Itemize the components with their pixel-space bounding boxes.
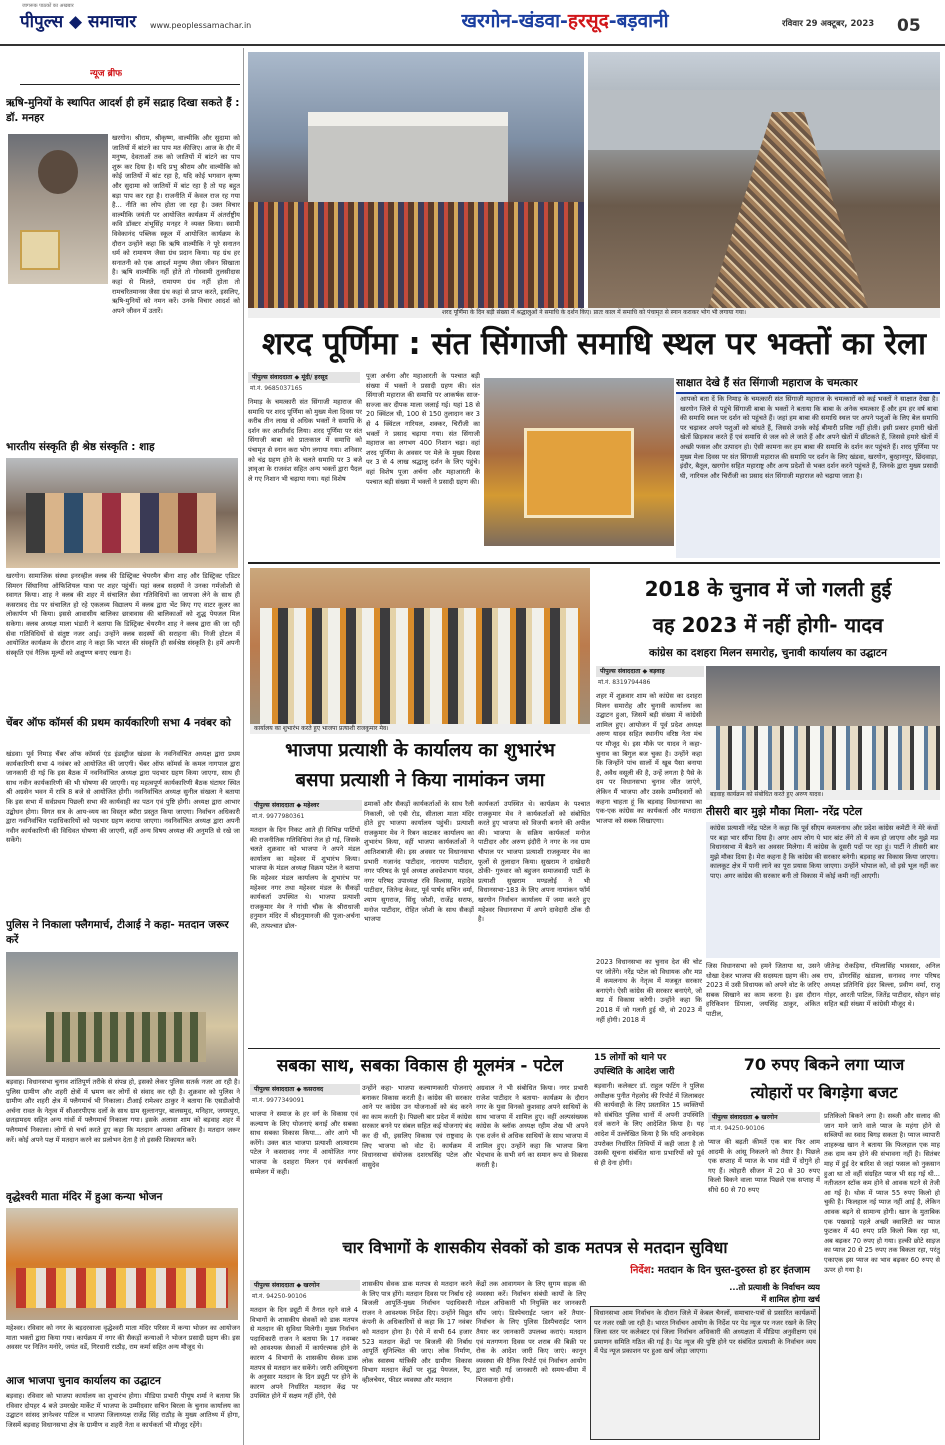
region-title-right: -बड़वानी (608, 10, 669, 32)
top-story-headline: शरद पूर्णिमा : संत सिंगाजी समाधि स्थल पर भक्तों का रेला (261, 326, 927, 362)
congress-sub-headline: तीसरी बार मुझे मौका मिला- नरेंद्र पटेल (706, 804, 940, 820)
onion-mobile: मो.नं. 94250-90106 (710, 1125, 765, 1132)
story3-body: खंडवा। पूर्व निमाड़ चैंबर ऑफ कॉमर्स एंड इंडस्ट्रीज खंडवा के नवनिर्वाचित अध्यक्ष द्वारा प्रथम कार्यकारिणी सभा 4 नवंबर को आयोजित की जाएगी। चेंबर ऑफ कॉमर्स के कमल नागपाल द्वारा जानकारी दी गई कि इस बैठक में नवनिर्वाचित अध्यक्ष द्वारा पदभार ग्रहण किया जाएगा, साथ ही साथ नवीन कार्यकारिणी की भी घोषणा की जाएगी। यह महत्वपूर्ण कार्यकारिणी बैठक घंटाघर स्थित श्री अग्रसेन भवन में रात्रि 8 बजे से आयोजित होगी। नवनिर्वाचित अध्यक्ष सुनील संखला ने बताया कि इस सभा में सर्वप्रथम पिछली सभा की कार्यवाही का पठन एवं पुष्टि होगी। अध्यक्ष द्वारा आभार उद्बोधन होगा। विगत सत्र के आय-व्यय का विस्तृत ब्यौरा प्रस्तुत किया जाएगा। निर्वाचन अधिकारी द्वारा नवनिर्वाचित पदाधिकारियों को पदभार ग्रहण कराया जाएगा। नवनिर्वाचित अध्यक्ष द्वारा अपनी नवीन कार्यकारिणी की विधिवत घोषणा की जाएगी, वहीं अन्य विषय अध्यक्ष की अनुमति से रखे जा सकेंगे। (6, 750, 240, 845)
story4-photo (6, 952, 238, 1076)
onion-headline-line2: त्योहारों पर बिगड़ेगा बजट (750, 1083, 898, 1102)
top-story-mobile: मो.नं. 9685037165 (250, 385, 303, 392)
news-brief-label: न्यूज ब्रीफ (90, 69, 123, 79)
collector-headline-line1: 15 लोगों को थाने पर (594, 1053, 667, 1063)
top-story-photo-right (588, 52, 940, 308)
side-body: आपको बता दें कि निमाड़ के चमत्कारी संत सिंगाजी महाराज के चमत्कारों को कई भक्तों ने साक्षात देखा है। खरगोन जिले से पहुंचे सिंगाजी बाबा के भक्तों ने बताया कि बाबा के अनेक चमत्कार हैं और हम हर वर्ष बाबा की समाधि स्थल पर दर्शन को पहुंचते हैं। जहां हम बाबा की समाधि स्थल पर अपने पशुओं के लिए बेल समाधि पर चढ़ाकर अपने पशुओं को बांधते हैं, जिससे उनके कोई बीमारी प्रविष्ट नहीं होती। इसी प्रकार हमारी खेतों खेतों छिड़काव करते हैं एवं समाधि से जल को ले जाते हैं और अपने खेतों में छींटकते हैं, जिससे हमारे खेतों में अच्छी फसल और उत्पादन हो। ऐसी कामना कर हम बाबा की समाधि के दर्शन कर पहुंचते हैं। शरद पूर्णिमा पर मुख्य मेला दिवस पर संत सिंगाजी महाराज की समाधि पर दर्शन के लिए खंडवा, खरगोन, बुरहानपुर, छिंदवाड़ा, इंदौर, बैतूल, खरगोन सहित महाराष्ट्र और अन्य प्रदेशों से भक्त दर्शन करने पहुंचते हैं, जिनके द्वारा मुख्य प्रसादी घी, नारियल और चिरौंजी का प्रसाद संत सिंगाजी महाराज को चढ़ाया जाता है। (680, 395, 938, 480)
collector-headline-line2: उपस्थिति के आदेश जारी (594, 1067, 675, 1077)
children-seated (16, 1268, 228, 1308)
region-title-mid: हरसूद (567, 10, 609, 32)
bjp-crowd (260, 608, 580, 724)
congress-col-b: जीतेन्द्र रोकड़िया, रमिलासिंह भावसार, अनिल राय, डोंगरसिंह खंडाला, सनावद नगर परिषद अध्यक्ष प्रतिनिधि इंदर बिल्ला, प्रवीण वर्मा, राजू गोहर, आरती पाटिल, जितेंद्र पाटीदार, सोहन सांह सहित बड़ी संख्या में कांग्रेसी मौजूद थे। (824, 962, 940, 1009)
collector-body: बड़वानी। कलेक्टर डॉ. राहुल फटिंग ने पुलिस अधीक्षक पुनीत गेहलोद की रिपोर्ट में जिलाबदर की कार्यवाही के लिए प्रस्तावित 15 व्यक्तियों को संबंधित पुलिस थानों में अपनी उपस्थिति दर्ज कराने के लिए आदेशित किया है। यह आदेश में उल्लेखित किया है कि यदि अनावेदक उपरोक्त निर्धारित तिथियों में कही जाता है तो उसकी सूचना संबंधित थाना प्रभारियों को पूर्व से ही देना होगी। (594, 1082, 704, 1167)
story6-headline: आज भाजपा चुनाव कार्यालय का उद्घाटन (6, 1375, 161, 1387)
congress-col-a: जिस विधानसभा को हमने जिताया था, उसने धोखा देकर भाजपा की सदस्यता ग्रहण की। अब 2023 में उसी विधायक को अपने वोट के जरिए सबक सिखाने का काम करना है। इस दौरान हरिकिशन डिंपाला, जयसिंह ठाकुर, अंकित पाटील, (706, 962, 820, 1018)
patel-headline: सबका साथ, सबका विकास ही मूलमंत्र - पटेल (276, 1056, 564, 1076)
region-title (365, 8, 765, 38)
congress-caption: बड़वाह कार्यक्रम को संबोधित करते हुए अरुण यादव। (706, 790, 940, 800)
publication-date: रविवार 29 अक्टूबर, 2023 (782, 19, 875, 29)
postal-body-col3: केंद्रों तक आवागमन के लिए सुगम सड़क की व्यवस्था करें। निर्वाचन संबंधी कार्यों के लिए नोडल अधिकारी भी नियुक्ति कर जानकारी सौंप जाएं। डिस्पेचराईट प्लान करें तैयार-निर्वाचन के लिए पुलिस डिस्पैचराईट प्लान तैयार कर जानकारी उपलब्ध कराएं। मतदान एवं मतगणना दिवस पर शराब की बिक्री पर रोक के आदेश जारी किए जाएं। कानून व्यवस्था की दैनिक रिपोर्ट एवं निर्वाचन आयोग द्वारा चाही गई जानकारी को समय-सीमा में भिजवाना होगी। (476, 1280, 586, 1384)
story3-headline: चेंबर ऑफ कॉमर्स की प्रथम कार्यकारिणी सभा 4 नवंबर को (6, 717, 231, 729)
patel-body-col1: भाजपा ने समाज के हर वर्ग के विकास एवं कल्याण के लिए योजनाएं बनाई और सबका साथ सबका विकास किया... ओर आगे भी करेंगे। उक्त बात भाजपा प्रत्याशी आत्माराम पटेल ने कसरावद नगर में आयोजित नगर भाजपा के दशहरा मिलन एवं कार्यकर्ता सम्मेलन में कही। (250, 1110, 358, 1176)
story5-body: महेश्वर। रविवार को नगर के बड़दरवाजा वृद्धेश्वरी माता मंदिर परिसर में कन्या भोजन का आयोजन माता भक्तों द्वारा किया गया। कार्यक्रम में नगर की सैकड़ों कन्याओं ने भोजन प्रसादी ग्रहण की। इस अवसर पर नितिन मनोरे, जयंत वर्डे, गिरधारी राठौड़, राम कर्मा सहित अन्य मौजूद थे। (6, 1324, 240, 1352)
story2-photo (6, 458, 238, 568)
patel-body-col2: उन्होंने कहा- भाजपा कल्याणकारी योजनाएं बनाकर विकास करती है। कांग्रेस की सरकार आने पर कांग्रेस उन योजनाओं को बंद करने का काम करती है। पिछली बार प्रदेश में कांग्रेस सरकार बनने पर संबल सहित कई योजनाएं बंद कर दी थी, इसलिए विकास एवं राष्ट्रवाद के लिए भाजपा को वोट दें। कार्यक्रम में विधानसभा संयोजक दशरथसिंह पटेल और वासुदेव (362, 1084, 472, 1169)
masthead (0, 0, 945, 46)
website-url: www.peoplessamachar.in (150, 21, 252, 30)
postal-side-headline-2: में शामिल होगा खर्च (761, 1294, 820, 1304)
postal-side-body: विधानसभा आम निर्वाचन के दौरान जिले में केबल चैनलों, समाचार-पत्रों से प्रसारित कार्यक्रमों पर नजर रखी जा रही है। भारत निर्वाचन आयोग के निर्देश पर पेड न्यूज पर नजर रखने के लिए जिला स्तर पर कलेक्टर एवं जिला निर्वाचन अधिकारी की अध्यक्षता में मीडिया अनुवीक्षण एवं प्रमाणन समिति गठित की गई है। पेड न्यूज की पुष्टि होने पर संबंधित प्रत्याशी के निर्वाचन व्यय में पेड न्यूज प्रकाशन पर हुआ खर्च जोड़ा जाएगा। (594, 1309, 816, 1356)
crowd (248, 202, 584, 308)
story2-body: खरगोन। सामाजिक संस्था इनरव्हील क्लब की डिस्ट्रिक्ट चेयरमैन बीना शाह और डिस्ट्रिक्ट एडिटर सिमरन सिंघानिया ऑफिशियल यात्रा पर शहर पहुंचीं। यहां क्लब सदस्यों ने उनका गर्मजोशी से स्वागत किया। शाह ने क्लब की शहर में संचालित सेवा गतिविधियों का जायजा लेने के साथ ही कसरावद रोड पर संचालित हो रहे एकलव्य विद्यालय में क्लब द्वारा भेंट किए गए वाटर कूलर का लोकार्पण भी किया। इससे आवासीय बालिका छात्रावास की बालिकाओं को शुद्ध पेयजल मिल सकेगा। क्लब अध्यक्ष माला भंडारी ने बताया कि डिस्ट्रिक्ट चेयरमैन शाह ने क्लब द्वारा की जा रही सेवा गतिविधियों से संतुष्ट नजर आईं। उन्होंने क्लब सदस्यों की सराहना की। निजी होटल में आयोजित कार्यक्रम के दौरान शाह ने कहा कि भारत की संस्कृति ही सर्वश्रेष्ठ संस्कृति है। हमें अपनी संस्कृति एवं नैतिक मूल्यों को अक्षुण्ण बनाए रखना है। (6, 572, 240, 657)
bjp-headline-line2: बसपा प्रत्याशी ने किया नामांकन जमा (295, 770, 545, 791)
page-number: 05 (897, 16, 921, 36)
patel-byline: पीपुल्स संवाददाता ◆ कसरावद (250, 1084, 360, 1095)
postal-side-headline-1: ...तो प्रत्याशी के निर्वाचन व्यय (729, 1282, 820, 1292)
group-figures (26, 493, 216, 553)
bjp-headline-line1: भाजपा प्रत्याशी के कार्यालय का शुभारंभ (285, 740, 555, 761)
top-story-caption: शरद पूर्णिमा के दिन बड़ी संख्या में श्रद्धालुओं ने समाधि के दर्शन किए। प्रातः काल में समाधि को पंचामृत से स्नान कराकर भोग भी लगाया गया। (248, 308, 940, 318)
postal-body-col2: शासकीय सेवक डाक मतपत्र से मतदान करने के लिए पात्र होंगे। मतदान दिवस पर निर्बाध रहे बिजली आपूर्ति-मुख्य निर्वाचन पदाधिकारी राजन ने आवश्यक निर्देश दिए। उन्होंने विद्युत कंपनी के अधिकारियों से कहा कि 17 नवंबर को मतदान होना है। ऐसे में सभी 64 हजार 523 मतदान केंद्रों पर बिजली की निर्बाध आपूर्ति सुनिश्चित की जाए। लोक निर्माण, लोक स्वास्थ्य यांत्रिकी और ग्रामीण विकास विभाग मतदान केंद्रों पर शुद्ध पेयजल, रैंप, व्हीलचेयर, फीडर व्यवस्था और मतदान (362, 1280, 472, 1384)
story1-body: खरगोन। श्रीराम, श्रीकृष्ण, वाल्मीकि और सुदामा को जातियों में बांटने का पाप मत कीजिए। आज के दौर में मनुष्य, देवताओं तक को जातियों में बांटने का पाप शुरू कर दिया है। यदि प्रभु श्रीराम और वाल्मीकि को कोई जातियों में बांट रहा है, यदि कोई भगवान कृष्ण और सुदामा को जातियों में बांट रहा है तो यह बहुत बड़ा पाप कर रहा है। राजनीति में केवल राज रह गया है... नीति का लोप होता जा रहा है। उक्त विचार वाल्मीकि जयंती पर आयोजित कार्यक्रम में अंतर्राष्ट्रीय कवि डॉक्टर शंभूसिंह मनहर ने व्यक्त किया। स्वामी विवेकानंद पब्लिक स्कूल में आयोजित कार्यक्रम के दौरान उन्होंने कहा कि ऋषि वाल्मीकि ने पूरे सनातन धर्म को रामायण जैसा ग्रंथ प्रदान किया। यह ग्रंथ हर सनातनी को एक आदर्श मनुष्य जैसा जीवन सिखाता है। ऋषि वाल्मीकि नहीं होते तो गोस्वामी तुलसीदास कहां से मिलते, रामायण ग्रंथ नहीं होता तो रामचरितमानस जैसा ग्रंथ कहां से प्राप्त करते, इसलिए, ऋषि-मुनियों को नमन करें। उनके विचार आदर्श को अपने जीवन में उतारें। (112, 134, 240, 315)
story1-headline: ऋषि-मुनियों के स्थापित आदर्श ही हमें सद्राह दिखा सकते हैं : डॉ. मनहर (6, 97, 240, 124)
postal-body-col1: मतदान के दिन ड्यूटी में तैनात रहने वाले 4 विभागों के शासकीय सेवकों को डाक मतपत्र से मतदान की सुविधा मिलेगी। मुख्य निर्वाचन पदाधिकारी राजन ने बताया कि 17 नवम्बर को आवश्यक सेवाओं में कार्यरत्त्मक होने के कारण 4 विभागों के शासकीय सेवक डाक मतपत्र से मतदान कर सकेंगे। जारी अधिसूचना के अनुसार मतदान के दिन ड्यूटी पर होने के कारण अपने निर्धारित मतदान केंद्र पर उपस्थित होने में सक्षम नहीं होंगे, ऐसे (250, 1306, 358, 1401)
police-march (46, 1012, 206, 1062)
congress-photo (706, 666, 940, 790)
onion-headline-line1: 70 रुपए बिकने लगा प्याज (743, 1055, 905, 1074)
section-rule (248, 562, 940, 564)
story5-headline: वृद्धेश्वरी माता मंदिर में हुआ कन्या भोजन (6, 1191, 163, 1203)
congress-byline: पीपुल्स संवाददाता ◆ बड़वाह (596, 666, 704, 677)
bjp-caption: कार्यालय का शुभारंभ करते हुए भाजपा प्रत्याशी राजकुमार मेव। (250, 724, 590, 734)
onion-body-col2: प्रतिकिलो बिकने लगा है। सब्जी और सलाद की जान माने जाने वाले प्याज के महंगा होने से सब्जियों का स्वाद बिगड़ सकता है। प्याज व्यापारी शाहरूख खान ने बताया कि फिलहाल एक माह तक दाम कम होने की संभावना नहीं है। सितंबर माह में हुई देर बारिश से जहां फसल को नुकसान हुआ था तो वहीं संग्रहित प्याज भी सड़ गई थी... नतीजतन स्टॉक कम होने से आवक घटने से तेजी आ गई है। थोक में प्याज 55 रुपए किलो हो चुकी है। फिलहाल नई प्याज नहीं आई है, लेकिन आवक बढ़ने से सामान्य होगी। खान के मुताबिक एक पखवाड़े पहले अच्छी क्वालिटी का प्याज फुटकर में 40 रुपए प्रति किलो बिक रहा था, अब बढ़कर 70 रुपए हो गया। हल्की छोटे साइज का प्याज 20 से 25 रुपए तक बिकता रहा, परंतु एकाएक इस प्याज का भाव बढ़कर 60 रुपए से ऊपर हो गया है। (824, 1112, 940, 1274)
onion-body-col1: प्याज की बढ़ती कीमतें एक बार फिर आम आदमी के आंसू निकलने को तैयार है। पिछले एक सप्ताह में प्याज के भाव मंडी में दोगुने हो गए हैं। त्योहारी सीजन में 20 से 30 रुपए किलो बिकने वाला प्याज पिछले एक सप्ताह में सीधे 60 से 70 रुपए (708, 1138, 820, 1194)
story4-headline: पुलिस ने निकाला फ्लैगमार्च, टीआई ने कहा- मतदान जरूर करें (6, 919, 229, 946)
congress-headline-line1: 2018 के चुनाव में जो गलती हुई (644, 577, 892, 601)
bjp-mobile: मो.नं. 9977980361 (252, 813, 305, 820)
region-title-left: खरगोन-खंडवा- (461, 10, 568, 32)
congress-mobile: मो.नं. 8319794486 (598, 679, 651, 686)
samadhi-photo (484, 378, 674, 546)
patel-mobile: मो.नं. 9977349091 (252, 1097, 305, 1104)
congress-subheadline: कांग्रेस का दशहरा मिलन समारोह, चुनावी कार्यालय का उद्घाटन (649, 647, 887, 659)
story6-body: बड़वाह। रविवार को भाजपा कार्यालय का शुभारंभ होगा। मीडिया प्रभारी पीयूष शर्मा ने बताया कि रविवार दोपहर 4 बजे उमरखेर मार्केट में भाजपा के उम्मीदवार सचिन बिरला के चुनाव कार्यालय का उद्घाटन सांसद ज्ञानेश्वर पाटिल व भाजपा जिलाध्यक्ष राजेंद्र सिंह राठौड़ के मुख्य आतिथ्य में होगा, जिसमें बड़वाह विधानसभा क्षेत्र के ग्रामीण व शहरी नेता व कार्यकर्ता भी मौजूद रहेंगे। (6, 1392, 240, 1429)
top-story-photo-left (248, 52, 584, 308)
postal-subhead-label: निर्देश (630, 1265, 651, 1276)
postal-byline: पीपुल्स संवाददाता ◆ खरगोन (250, 1280, 360, 1291)
top-story-byline: पीपुल्स संवाददाता ◆ मूंदी/ हरसूद (248, 372, 360, 383)
postal-mobile: मो.नं. 94250-90106 (252, 1293, 307, 1300)
bjp-photo (250, 568, 590, 724)
section-rule-2 (248, 1048, 940, 1049)
congress-body-col1: शहर में शुक्रवार शाम को कांग्रेस का दशहरा मिलन समारोह और चुनावी कार्यालय का उद्घाटन हुआ, जिसमें बड़ी संख्या में कांग्रेसी शामिल हुए। आयोजन में पूर्व प्रदेश अध्यक्ष अरुण यादव सहित स्थानीय वरिष्ठ नेता मंच पर मौजूद थे। इस मौके पर यादव ने कहा- चुनाव का बिगुल बज चुका है। उन्होंने कहा कि जिन्होंने पांच सालों में खूब पैसा बनाया है, अवैध वसूली की है, उन्हें लगता है पैसे के दम पर विधानसभा चुनाव जीत जाएंगे, लेकिन मैं भाजपा और उसके उम्मीदवारों को कहना चाहता हूं कि बड़वाह विधानसभा का एक-एक कांग्रेस का कार्यकर्ता और मतदाता भाजपा को सबक सिखाएगा। (596, 692, 702, 825)
patel-body-col3: अग्रवाल ने भी संबोधित किया। नगर प्रभारी राजेश पाटीदार ने बताया- कार्यक्रम के दौरान नगर के युवा विनको कुशवाह अपने साथियों के साथ भाजपा में शामिल हुए। वहीं अल्पसंख्यक कांग्रेस के ब्लॉक अध्यक्ष रहीम शेख भी अपने एक दर्जन से अधिक साथियों के साथ भाजपा में शामिल हुए। उन्होंने कहा कि भाजपा बिना भेदभाव के सभी वर्ग का समान रूप से विकास करती है। (476, 1084, 588, 1169)
top-story-body-col1: निमाड़ के चमत्कारी संत सिंगाजी महाराज की समाधि पर शरद पूर्णिमा को मुख्य मेला दिवस पर करीब तीन लाख से अधिक भक्तों ने समाधि के दर्शन कर आशीर्वाद लिया। शरद पूर्णिमा पर संत सिंगाजी बाबा को प्रातःकाल में समाधि को पंचामृत से स्नान करा भोग लगाया गया। शनिवार को चंद्र ग्रहण होने के चलते समाधि पर 3 बजे ज्ञावृआ के राजवंश सहित अन्य भक्तों द्वारा पैदल ले गए निशान भी चढ़ाया गया। यहां विशेष (248, 398, 362, 483)
bjp-body-col1: मतदान के दिन निकट आते ही विभिन्न पार्टियों की राजनीतिक गतिविधियां तेज हो गई, जिसके चलते शुक्रवार को भाजपा ने अपने मंडल कार्यालय का महेश्वर में शुभारंभ किया। भाजपा के मंडल अध्यक्ष विक्रम पटेल ने बताया कि महेश्वर मंडल कार्यालय के शुभारंभ पर महेश्वर नगर तथा महेश्वर मंडल के सैकड़ों कार्यकर्ता उपस्थित थे। भाजपा प्रत्याशी राजकुमार मेव ने गांधी चौक के श्रीराधाजी हनुमान मंदिर में श्रीदनुमानजी की पूजा-अर्चना की, तत्पश्चात ढोल- (250, 826, 360, 930)
samadhi-shrine (524, 428, 634, 518)
congress-headline-line2: वह 2023 में नहीं होगी- यादव (652, 613, 884, 637)
side-headline: साक्षात देखे हैं संत सिंगाजी महाराज के चमत्कार (676, 377, 858, 389)
brief-rule (20, 84, 240, 85)
postal-headline: चार विभागों के शासकीय सेवकों को डाक मतपत्र से मतदान सुविधा (342, 1238, 728, 1257)
postal-subhead-text: : मतदान के दिन चुस्त-दुरुस्त हो हर इंतजाम (650, 1265, 810, 1276)
bjp-body-col2: ढमाकों और सैकड़ों कार्यकर्ताओं के साथ रैली निकाली, जो एबी रोड, सीताला माता मंदिर होते हुए भाजपा कार्यालय पहुंची। प्रत्याशी राजकुमार मेव ने रिबन काटकर कार्यालय का शुभारंभ किया, वहीं भाजपा कार्यकर्ताओं ने आतिशबाजी की। इस अवसर पर विधानसभा प्रभारी गजानंद पाटीदार, नारायण पाटीदार, नगर परिषद के पूर्व अध्यक्ष अवधेशभाग यादव, नगर परिषद उपाध्यक्ष रवि विश्वास, महादेव पाटीदार, जितेन्द्र केवट, पूर्व पार्षद सचिन वर्मा, श्याम सुगराज, सिंधु जोशी, राजेंद्र सराफ, मनोज पाटीदार, रोहित जोशी के साथ सैकड़ों भाजपा (364, 800, 474, 924)
onion-byline: पीपुल्स संवाददाता ◆ खरगोन (708, 1112, 820, 1123)
left-column (0, 48, 244, 1445)
story2-headline: भारतीय संस्कृति ही श्रेष्ठ संस्कृति : शाह (6, 441, 155, 453)
bjp-byline: पीपुल्स संवाददाता ◆ महेश्वर (250, 800, 362, 811)
congress-crowd (706, 726, 940, 790)
bjp-body-col3: कार्यकर्ता उपस्थित थे। कार्यक्रम के पश्चात राजकुमार मेव ने कार्यकर्ताओं को संबोधित करते हुए भाजपा को विजयी बनाने की अपील की। भाजपा के सक्रिय कार्यकर्ता मनोज पाटीदार और अरुण इंदौरी ने नगर के नव ग्राम चौपाल पर भाजपा प्रत्याशी राजकुमार मेव का फूलों से तुलादान किया। सुखराम ने दाखेदारी ठोकी- गुरुवार को बहुजन समाजवादी पार्टी के प्रत्याशी सुखराम मण्डलोई ने भी विधानसभा-183 के लिए अपना नामांकन फॉर्म खरगोन निर्वाचन कार्यालय में जमा करते हुए महेश्वर विधानसभा में अपने दावेदारी ठोंक दी है। (478, 800, 590, 924)
top-story-body-col2: पूजा अर्चना और महाआरती के पश्चात बड़ी संख्या में भक्तों ने प्रसादी ग्रहण की। संत सिंगाजी महाराज की समाधि पर आकर्षक साज-सज्जा कर दीपक माला जलाई गई। यहां 18 से 20 क्विंटल घी, 100 से 150 तुलादान कर 3 से 4 क्विंटल नारियल, शक्कर, चिरौंजी का भक्तों ने प्रसाद चढ़ाया गया। संत सिंगाजी महाराज का लगभग 400 निशान चढ़ा। वहां शरद पूर्णिमा के अवसर पर मेले के मुख्य दिवस पर 3 से 4 लाख श्रद्धालु दर्शन के लिए पहुंचे। वहां विशेष पूजा अर्चना और महाआरती के पश्चात बड़ी संख्या में भक्तों ने प्रसादी ग्रहण की। (366, 372, 480, 486)
postal-subhead (250, 1264, 820, 1278)
congress-sub-body: कांग्रेस प्रत्याशी नरेंद्र पटेल ने कहा कि पूर्व सीएम कमलनाथ और प्रदेश कांग्रेस कमेटी ने मेरे कंधों पर बड़ा भार सौंपा दिया है। अगर आप लोग ये भार बांट लेंगे तो ये कम हो जाएगा और मुझे मप्र विधानसभा में बैठने का अवसर मिलेगा। मैं कांग्रेस के दूसरी पदों पर रहा हूं। पार्टी ने तीसरी बार मुझे मौका दिया है। मेरा कहना है कि कांग्रेस की सरकार बनेगी। बड़वाह का विकास किया जाएगा। कालकूट क्षेत्र में पानी लाने का पूरा प्रयास किया जाएगा। उन्होंने भोपाल को, वो इसे भूल नहीं कर पाए। अगर कांग्रेस की सरकार बनी तो विकास में कोई कमी नहीं आएगी। (710, 824, 938, 880)
story4-body: बड़वाह। विधानसभा चुनाव शांतिपूर्ण तरीके से संपन्न हो, इसको लेकर पुलिस सतर्क नजर आ रही है। पुलिस ग्रामीण और शहरी क्षेत्रों में भ्रमण कर लोगों से संवाद कर रही है। शुक्रवार को पुलिस ने ग्रामीण और शहरी क्षेत्र में फ्लैगमार्च भी निकाला। टीआई रामेश्वर ठाकुर ने बताया कि एसडीओपी अर्चना रावत के नेतृत्व में सीआरपीएफ दलों के साथ ग्राम सुल्तानपुर, बालसमुद, मनिहार, जगमपुरा, छतड़ामदय सहित अन्य गांवों में फ्लैगमार्च निकाला गया। इसके अलावा शाम को बड़वाह शहर में फ्लैगमार्च निकाला। लोगों से चर्चा करते हुए कहा कि मतदान आपका अधिकार है। मतदान जरूर करें। कोई अपने पक्ष में मतदान करने का प्रलोभन देता है तो इसकी शिकायत करें। (6, 1078, 240, 1144)
congress-body-col2: 2023 विधानसभा का चुनाव देश की चोट पर जोतेंगे। नरेंद्र पटेल को विधायक और मप्र में कमलनाथ के नेतृत्व में मजबूत सरकार बनाएंगे। ऐसी कांग्रेस की सरकार बनाएंगे, जो मप्र में विकास करेगी। उन्होंने कहा कि 2018 में जो गलती हुई थी, वो 2023 में नहीं होगी। 2018 में (596, 958, 702, 1024)
story5-photo (6, 1208, 238, 1320)
logo-tagline: जागरूक पाठकों का अखबार (22, 3, 74, 9)
logo-text: पीपुल्स ◆ समाचार (20, 12, 137, 32)
